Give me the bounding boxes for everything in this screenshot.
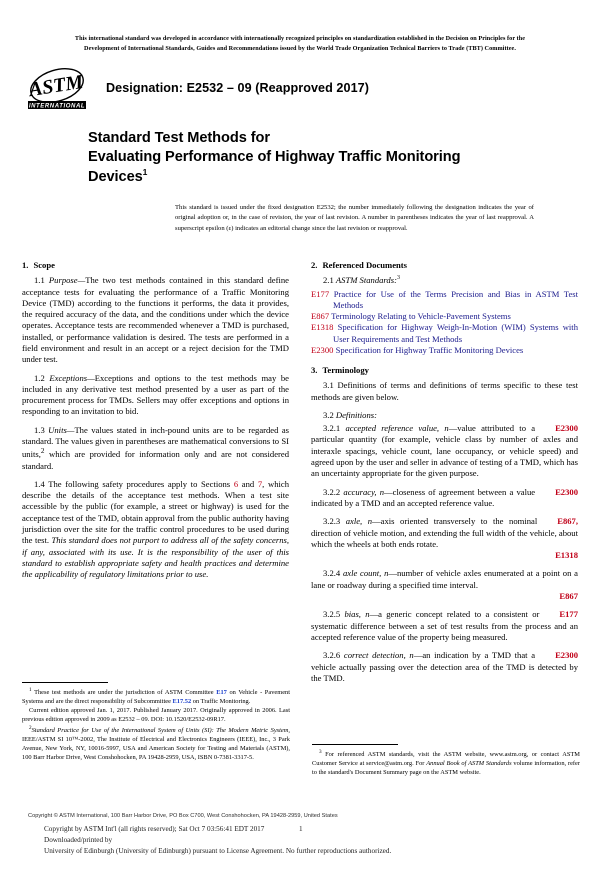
footnote-1	[22, 687, 290, 707]
link-committee-e17[interactable]: E17	[216, 689, 227, 697]
list-item[interactable]	[311, 289, 578, 312]
def322-text: —closeness of agreement between a value indicated by a TMD and an accepted reference value.	[311, 486, 536, 508]
p11-term: Purpose—	[48, 275, 86, 286]
standard-id[interactable]: E177	[311, 288, 330, 299]
definition-3-2-1	[311, 423, 578, 479]
refdocs-sub-label: ASTM Standards:	[335, 275, 397, 286]
astm-logo-icon	[22, 67, 96, 111]
footnote-2	[22, 725, 290, 763]
watermark-line-3: University of Edinburgh (University of Edinburgh) pursuant to License Agreement. No further reproductions authorized.	[44, 846, 392, 855]
page-number: 1	[299, 825, 303, 833]
def322-term: accuracy, n	[343, 486, 385, 497]
standard-id[interactable]: E1318	[311, 322, 334, 333]
title-line-3: Devices	[88, 169, 143, 186]
definition-3-2-3	[311, 516, 578, 550]
p13-footnote-marker: 2	[40, 447, 45, 456]
standard-title[interactable]: Specification for Highway Weigh-In-Motion (WIM) Systems with User Requirements and Test Methods	[333, 322, 578, 344]
refdocs-sub-footnote-marker: 3	[396, 275, 400, 282]
footnote-1-text-b: on Vehicle - Pavement Systems and are the direct responsibility of Subcommittee	[22, 689, 290, 706]
link-subcommittee-e1752[interactable]: E17.52	[172, 698, 192, 706]
wto-banner	[36, 34, 564, 53]
refdocs-heading-number: 2.	[311, 260, 318, 271]
p31-number: 3.1	[323, 380, 334, 391]
p13-text-a: The values stated in inch-pound units are to be regarded as standard. The values given in parentheses are mathematical conversions to SI units,	[22, 424, 289, 460]
copyright-line: Copyright © ASTM International, 100 Barr Harbor Drive, PO Box C700, West Conshohocken, PA 19428-2959, United States	[28, 813, 338, 819]
footnote-1-text-c: on Traffic Monitoring.	[191, 698, 251, 706]
footnote-edition-info: Current edition approved Jan. 1, 2017. Published January 2017. Originally approved in 2006. Last previous edition approved in 2009 as E2532 – 09. DOI: 10.1520/E2532-09R17.	[22, 707, 290, 724]
section-heading-terminology	[311, 365, 578, 375]
standard-title[interactable]: Practice for Use of the Terms Precision and Bias in ASTM Test Methods	[333, 288, 579, 310]
definition-3-2-2	[311, 487, 578, 510]
def321-term: accepted reference value, n	[345, 423, 449, 434]
referenced-standards-list	[311, 289, 578, 357]
p31-text: Definitions of terms and definitions of terms specific to these test methods are given below.	[311, 380, 578, 402]
terminology-heading-number: 3.	[311, 365, 318, 376]
footnote-3-marker: 3	[319, 749, 322, 755]
watermark-line-2: Downloaded/printed by	[44, 835, 113, 844]
definition-source[interactable]: E2300	[555, 486, 578, 497]
definition-source[interactable]: E2300	[555, 423, 578, 434]
left-column	[22, 260, 289, 691]
document-page	[0, 34, 600, 884]
list-item[interactable]	[311, 322, 578, 345]
refdocs-sub-number: 2.1	[323, 275, 334, 286]
astm-standards-subheading	[311, 275, 578, 286]
p12-text: Exceptions and options to the test methods may be included in any derivative test method presented by a user as part of the procurement process for TMDs. Sellers may offer exceptions and options in responding to an invitation to bid.	[22, 372, 289, 417]
link-section-7[interactable]: 7	[257, 478, 263, 489]
definition-source[interactable]: E177	[559, 609, 578, 620]
def323-text: —axis oriented transversely to the nominal direction of vehicle motion, and extending the full width of the vehicle, about which the wheels at both ends rotate.	[311, 516, 578, 549]
left-footnotes	[22, 672, 290, 763]
definition-source[interactable]: E867	[559, 591, 578, 602]
standard-id[interactable]: E867	[311, 311, 330, 322]
definition-source-secondary[interactable]: E1318	[555, 550, 578, 561]
p12-term: Exceptions—	[49, 372, 95, 383]
def322-number: 3.2.2	[323, 486, 341, 497]
footnote-2-rest: IEEE/ASTM SI 10™-2002, The Institute of Electrical and Electronics Engineers (IEEE), Inc., 3 Park Avenue, New York, NY, 10016-5997, USA and American Society for Testing and Materials (ASTM), 100 Barr Harbor Drive, West Conshohocken, PA 19428-2959, USA, ISBN 0-7381-3317-5.	[22, 736, 290, 762]
page-title	[88, 129, 536, 187]
watermark-line-1: Copyright by ASTM Int'l (all rights reserved); Sat Oct 7 03:56:41 EDT 2017	[44, 825, 265, 833]
link-section-6[interactable]: 6	[233, 478, 239, 489]
definition-3-2-5	[311, 609, 578, 643]
p13-term: Units—	[48, 424, 75, 435]
p14-text-a: The following safety procedures apply to Sections	[48, 478, 234, 489]
footnote-2-marker: 2	[29, 725, 32, 731]
license-watermark	[44, 824, 564, 856]
list-item[interactable]	[311, 311, 578, 322]
designation-label: Designation: E2532 – 09 (Reapproved 2017)	[106, 81, 369, 96]
footnote-3-text-a: For referenced ASTM standards, visit the ASTM website, www.astm.org, or contact ASTM Customer Service at service@astm.org. For	[312, 751, 580, 768]
p14-safety-italic: This standard does not purport to address all of the safety concerns, if any, associated with its use. It is the responsibility of the user of this standard to establish appropriate safety and health practices and determine the applicability of regulatory limitations prior to use.	[22, 535, 289, 580]
p12-number: 1.2	[34, 372, 45, 383]
def324-text: —number of vehicle axles enumerated at a point on a lane or roadway during a specified time interval.	[311, 568, 578, 590]
footnote-3	[312, 749, 580, 778]
footnote-1-marker: 1	[29, 687, 32, 693]
def321-text: —value attributed to a particular quantity (for example, vehicle class by number of axles and interaxle spacings, vehicle count, lane occupancy, or vehicle speed) and agreed upon by the user and seller in advance of testing of a TMD, which has an uncertainty appropriate for the given purpose.	[311, 423, 578, 479]
def321-number: 3.2.1	[323, 423, 341, 434]
def326-text: —an indication by a TMD that a vehicle actually passing over the detection area of the TMD is detected by the TMD.	[311, 650, 578, 683]
footnote-rule	[22, 682, 108, 683]
paragraph-3-1	[311, 380, 578, 403]
paragraph-1-1	[22, 275, 289, 365]
wto-banner-line1: This international standard was developed in accordance with internationally recognized principles on standardization established in the Decision on Principles for the	[74, 35, 526, 42]
def326-term: correct detection, n	[343, 650, 414, 661]
footnote-rule	[312, 744, 398, 745]
wto-banner-line2: Development of International Standards, Guides and Recommendations issued by the World Trade Organization Technical Barriers to Trade (TBT) Committee.	[84, 44, 516, 52]
def326-number: 3.2.6	[323, 650, 341, 661]
definition-source[interactable]: E2300	[555, 650, 578, 661]
p32-term: Definitions:	[335, 409, 377, 420]
scope-heading-number: 1.	[22, 260, 29, 271]
p32-number: 3.2	[323, 409, 334, 420]
right-column	[311, 260, 578, 691]
p14-text-b: and	[238, 478, 258, 489]
def324-number: 3.2.4	[323, 568, 341, 579]
refdocs-heading-text: Referenced Documents	[322, 260, 408, 271]
p13-text-b: which are provided for information only and are not considered standard.	[22, 449, 289, 471]
designation-row	[0, 67, 600, 111]
def323-term: axle, n	[345, 516, 373, 527]
section-heading-referenced-documents	[311, 260, 578, 270]
def325-number: 3.2.5	[323, 609, 341, 620]
svg-text:ASTM: ASTM	[27, 71, 85, 102]
def325-term: bias, n	[344, 609, 370, 620]
body-columns	[22, 260, 578, 691]
standard-id[interactable]: E2300	[311, 344, 334, 355]
p14-text-c: , which describe the details of the acceptance test methods. When a test site accessible by the public (for example, a street or highway) is used for the acceptance test of the TMD, obtain approval from the public authority having jurisdiction over the site for the traffic control procedures to be used during the test.	[22, 478, 289, 546]
terminology-heading-text: Terminology	[322, 365, 369, 376]
list-item[interactable]	[311, 345, 578, 356]
standard-title[interactable]: Terminology Relating to Vehicle-Pavement Systems	[331, 311, 511, 322]
paragraph-1-3	[22, 425, 289, 472]
definition-3-2-6	[311, 650, 578, 684]
footnote-3-italic: Annual Book of ASTM Standards	[426, 760, 512, 768]
paragraph-3-2	[311, 410, 578, 421]
title-line-1: Standard Test Methods for	[88, 130, 270, 147]
p13-number: 1.3	[34, 424, 45, 435]
def324-term: axle count, n	[342, 568, 389, 579]
footnote-3-text-b: volume information, refer to the standard's Document Summary page on the ASTM website.	[312, 760, 581, 777]
p14-number: 1.4	[34, 478, 45, 489]
definition-3-2-4	[311, 568, 578, 591]
scope-heading-text: Scope	[33, 260, 55, 271]
paragraph-1-4	[22, 479, 289, 581]
def323-number: 3.2.3	[323, 516, 341, 527]
paragraph-1-2	[22, 373, 289, 418]
footnote-2-italic-title: Standard Practice for Use of the International System of Units (SI): The Modern Metric System,	[31, 727, 290, 735]
issue-statement: This standard is issued under the fixed designation E2532; the number immediately following the designation indicates the year of original adoption or, in the case of revision, the year of last revision. A number in parentheses indicates the year of last reapproval. A superscript epsilon (ε) indicates an editorial change since the last revision or reapproval.	[175, 203, 534, 232]
footnote-1-text-a: These test methods are under the jurisdiction of ASTM Committee	[31, 689, 217, 697]
section-heading-scope	[22, 260, 289, 270]
title-block	[88, 129, 536, 187]
p11-number: 1.1	[34, 275, 45, 286]
definition-source[interactable]: E867,	[557, 516, 578, 527]
title-line-2: Evaluating Performance of Highway Traffic Monitoring	[88, 149, 461, 166]
standard-title[interactable]: Specification for Highway Traffic Monitoring Devices	[335, 344, 524, 355]
right-footnotes	[312, 734, 580, 778]
p11-text: The two test methods contained in this standard define acceptance tests for evaluating the performance of a Traffic Monitoring Device (TMD) according to the functions it performs, the data it provides, the required accuracy of the data, and the conditions under which the device operates. Acceptance tests are recommended whenever a TMD is purchased, installed, or performance validation is desired. The tests are performed in a field environment and result in an accept or a reject decision for the TMD under test.	[22, 275, 289, 365]
svg-text:INTERNATIONAL: INTERNATIONAL	[28, 103, 86, 110]
title-footnote-marker: 1	[142, 167, 148, 178]
def325-text: —a generic concept related to a consistent or systematic difference between a set of test results from the process and an accepted reference value of the property being measured.	[311, 609, 578, 642]
